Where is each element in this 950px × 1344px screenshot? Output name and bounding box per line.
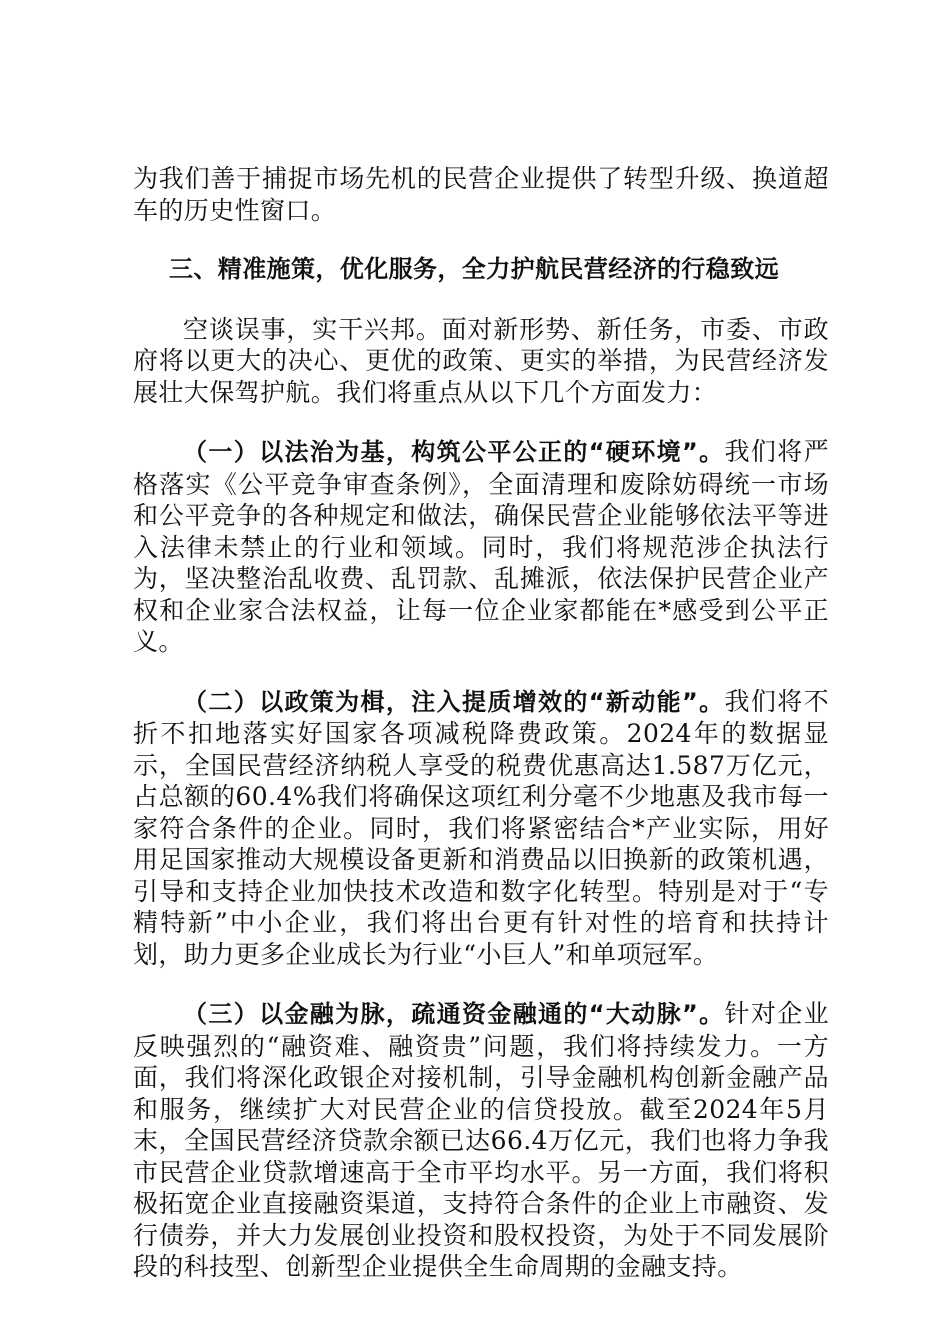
item-body-1: 我们将严格落实《公平竞争审查条例》，全面清理和废除妨碍统一市场和公平竞争的各种规定和做法，确保民营企业能够依法平等进入法律未禁止的行业和领域。同时，我们将规范涉企执法行为，坚决整治乱收费、乱罚款、乱摊派，依法保护民营企业产权和企业家合法权益，让每一位企业家都能在*感受到公平正义。: [133, 437, 829, 656]
item-body-3: 针对企业反映强烈的“融资难、融资贵”问题，我们将持续发力。一方面，我们将深化政银企对接机制，引导金融机构创新金融产品和服务，继续扩大对民营企业的信贷投放。截至2024年5月末，全国民营经济贷款余额已达66.4万亿元，我们也将力争我市民营企业贷款增速高于全市平均水平。另一方面，我们将积极拓宽企业直接融资渠道，支持符合条件的企业上市融资、发行债券，并大力发展创业投资和股权投资，为处于不同发展阶段的科技型、创新型企业提供全生命周期的金融支持。: [133, 999, 829, 1281]
item-lead-2: （二）以政策为楫，注入提质增效的“新动能”。: [183, 687, 725, 716]
document-page: [133, 163, 829, 1311]
item-paragraph-1: [133, 436, 829, 658]
intro-paragraph: 为我们善于捕捉市场先机的民营企业提供了转型升级、换道超车的历史性窗口。: [133, 164, 829, 225]
item-paragraph-3: [133, 998, 829, 1283]
item-paragraph-2: [133, 686, 829, 971]
section-heading: 三、精准施策，优化服务，全力护航民营经济的行稳致远: [169, 255, 779, 283]
item-lead-1: （一）以法治为基，构筑公平公正的“硬环境”。: [183, 438, 725, 466]
section-intro-paragraph: 空谈误事，实干兴邦。面对新形势、新任务，市委、市政府将以更大的决心、更优的政策、更实的举措，为民营经济发展壮大保驾护航。我们将重点从以下几个方面发力：: [133, 314, 829, 407]
item-lead-3: （三）以金融为脉，疏通资金融通的“大动脉”。: [183, 1000, 725, 1028]
item-body-2: 我们将不折不扣地落实好国家各项减税降费政策。2024年的数据显示，全国民营经济纳税人享受的税费优惠高达1.587万亿元，占总额的60.4%我们将确保这项红利分毫不少地惠及我市每一家符合条件的企业。同时，我们将紧密结合*产业实际，用好用足国家推动大规模设备更新和消费品以旧换新的政策机遇，引导和支持企业加快技术改造和数字化转型。特别是对于“专精特新”中小企业，我们将出台更有针对性的培育和扶持计划，助力更多企业成长为行业“小巨人”和单项冠军。: [133, 686, 829, 969]
